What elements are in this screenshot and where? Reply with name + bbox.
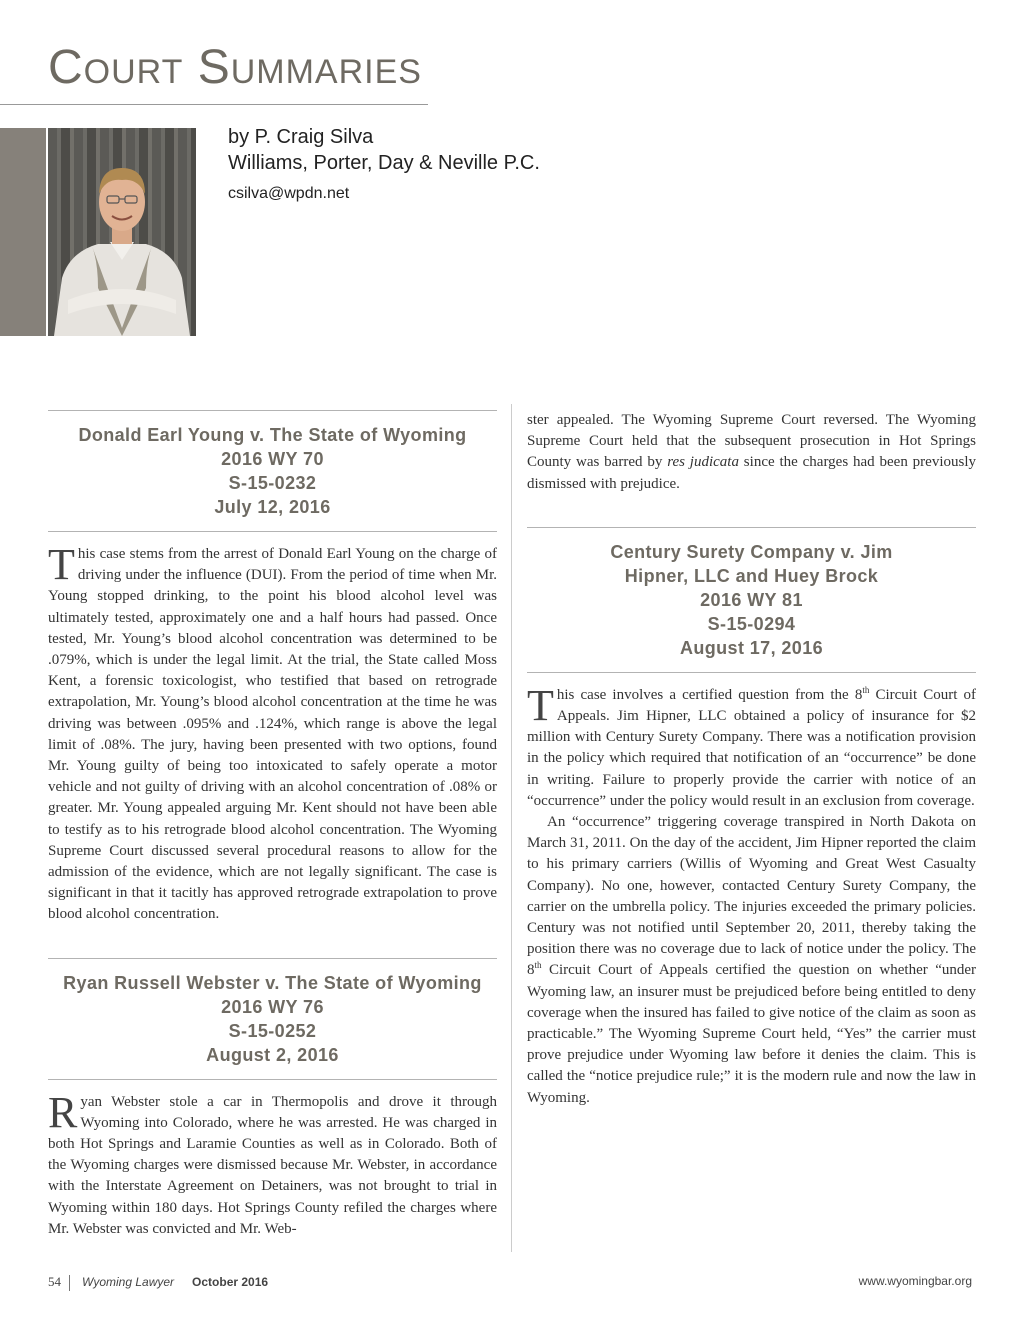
superscript: th: [534, 960, 542, 971]
case-body-text: yan Webster stole a car in Thermopolis and drove it through Wyoming into Colorado, where he was arrested. He was charged in both Hot Springs and Laramie Counties as well as in Colorado. Both of the Wyoming charges were dismissed because Mr. Webster, in accordance with the Interstate Agreement on Detainers, was not brought to trial in Wyoming within 180 days. Hot Springs County refiled the charges where Mr. Webster was convicted and Mr. Web-: [48, 1093, 497, 1237]
case-citation: 2016 WY 70: [221, 449, 324, 469]
website-link[interactable]: www.wyomingbar.org: [858, 1274, 972, 1288]
page-title: Court Summaries: [48, 41, 422, 94]
case-body-text: his case stems from the arrest of Donald Earl Young on the charge of driving under the influence (DUI). From the period of time when Mr. Young stopped drinking, to the point his blood alcohol level was ultimately tested, approximately one and a half hours had passed. Once tested, Mr. Young’s blood alcohol concentration was determined to be .079%, which is under the legal limit. At the trial, the State called Moss Kent, a forensic toxicologist, who testified that based on retrograde extrapolation, Mr. Young’s blood alcohol concentration at the time he was driving was between .095% and .124%, which range is above the legal limit of .08%. The jury, having been presented with two options, found Mr. Young guilty of being too intoxicated to safely operate a motor vehicle and not guilty of driving with an alcohol concentration of .08% or greater. Mr. Young appealed arguing Mr. Kent should not have been able to testify as to his retrograde blood alcohol concentration. The Wyoming Supreme Court discussed several procedural reasons to allow for the admission of the evidence, which are not legally significant. The case is significant in that it tacitly has approved retrograde extrapolation to prove blood alcohol concentration.: [48, 546, 497, 923]
case-date: August 2, 2016: [206, 1044, 339, 1065]
case-title: Century Surety Company v. Jim: [610, 541, 893, 562]
case-heading: [48, 410, 497, 532]
case-body-text: his case involves a certified question from the 8: [556, 686, 863, 703]
footer-separator: [69, 1275, 70, 1291]
drop-cap: T: [527, 680, 554, 730]
drop-cap: R: [48, 1087, 78, 1137]
issue-date: October 2016: [192, 1275, 269, 1289]
title-rule: [0, 104, 428, 105]
drop-cap: T: [48, 540, 75, 589]
case-citation: 2016 WY 76: [221, 996, 324, 1017]
case-citation: 2016 WY 81: [700, 589, 803, 610]
photo-accent-bar: [0, 128, 46, 336]
case-date: July 12, 2016: [214, 497, 331, 517]
superscript: th: [862, 684, 870, 695]
case-body-text-cont: Circuit Court of Appeals certified the question on whether “under Wyoming law, an insurer must be prejudiced before being entitled to deny coverage when the insured has failed to give notice of the claim as soon as practicable.” The Wyoming Supreme Court held, “Yes” the carrier must prove prejudice under Wyoming law before it denies the claim. This is called the “notice prejudice rule;” it is the modern rule and now the law in Wyoming.: [527, 962, 976, 1106]
author-firm: Williams, Porter, Day & Neville P.C.: [228, 152, 540, 174]
continued-text-end: since the charges had been previously dismissed with prejudice.: [527, 454, 977, 492]
author-name: by P. Craig Silva: [228, 126, 374, 148]
right-column: [527, 410, 976, 1109]
case-heading: [48, 958, 497, 1080]
italic-term: res judicata: [667, 454, 739, 471]
case-body-text-cont: Circuit Court of Appeals. Jim Hipner, LLC obtained a policy of insurance for $2 million with Century Surety Company. There was a notification provision in the policy which required that notification of an “occurrence” be done in writing. Failure to properly provide the carrier with notice of an “occurrence” under the policy would result in an exclusion from coverage.: [527, 686, 976, 809]
case-body: [48, 540, 497, 926]
byline: [228, 124, 540, 206]
case-body: [48, 1087, 497, 1240]
author-photo: [48, 128, 196, 336]
case-body-paragraph: [527, 812, 976, 1109]
case-docket: S-15-0232: [228, 473, 317, 493]
case-title-cont: Hipner, LLC and Huey Brock: [624, 565, 879, 586]
case-title: Donald Earl Young v. The State of Wyoming: [78, 425, 467, 445]
page-number: 54: [48, 1274, 61, 1289]
author-email[interactable]: csilva@wpdn.net: [228, 185, 350, 202]
continued-text: ster appealed. The Wyoming Supreme Court reversed. The Wyoming Supreme Court held that the subsequent prosecution in Hot Springs County was barred by: [527, 412, 976, 471]
case-title: Ryan Russell Webster v. The State of Wyoming: [63, 972, 482, 993]
column-divider: [511, 404, 512, 1252]
left-column: [48, 410, 497, 1240]
case-docket: S-15-0294: [707, 613, 796, 634]
case-heading: [527, 527, 976, 673]
case-date: August 17, 2016: [679, 637, 824, 658]
case-body-continued: [527, 410, 976, 495]
magazine-name: Wyoming Lawyer: [82, 1275, 175, 1289]
page-footer: [48, 1274, 972, 1291]
case-docket: S-15-0252: [228, 1020, 317, 1041]
case-body-text: An “occurrence” triggering coverage transpired in North Dakota on March 31, 2011. On the day of the accident, Jim Hipner reported the claim to his primary carriers (Willis of Wyoming and Great West Casualty Company). No one, however, contacted Century Surety Company, the carrier on the umbrella policy. The injuries exceeded the primary policies. Century was not notified until September 20, 2011, thereby taking the position there was no coverage due to lack of notice under the policy. The 8: [527, 814, 976, 979]
case-body: [527, 680, 976, 812]
